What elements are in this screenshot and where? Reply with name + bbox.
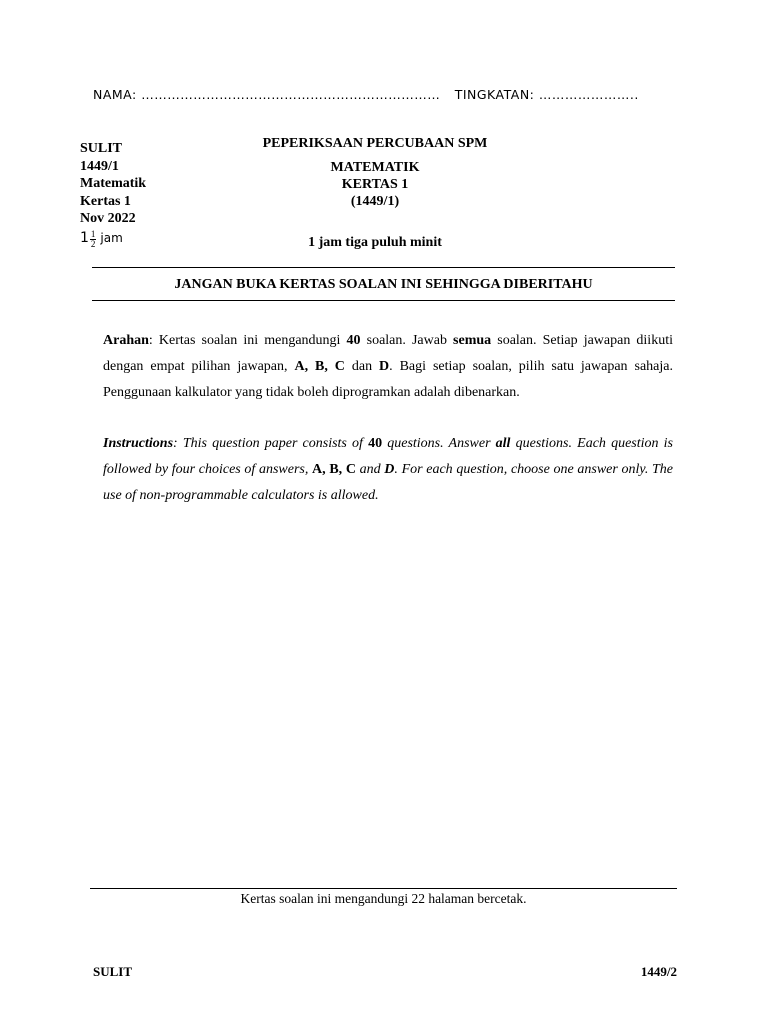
footer-status: SULIT	[93, 964, 133, 979]
time-fraction	[90, 230, 97, 249]
instructions-text: questions. Answer	[382, 436, 496, 451]
time-fraction-denominator: 2	[90, 238, 96, 249]
instructions-text: and	[355, 462, 385, 477]
arahan-text: . Bagi setiap soalan, pilih satu jawapan sahaja. Penggunaan kalkulator yang tidak boleh diprogramkan adalah dibenarkan.	[103, 359, 673, 400]
arahan-text: soalan. Jawab	[360, 333, 454, 348]
arahan-count: 40	[346, 333, 361, 348]
instructions-english	[103, 431, 673, 509]
time-unit: jam	[100, 231, 123, 246]
warning-notice: JANGAN BUKA KERTAS SOALAN INI SEHINGGA DIBERITAHU	[174, 277, 593, 292]
paper-label: Kertas 1	[80, 193, 131, 209]
paper-code-center: (1449/1)	[350, 194, 400, 209]
arahan-last-choice: D	[379, 359, 390, 374]
name-field: ……………………………………………………………	[141, 87, 441, 102]
instructions-choices: A, B, C	[312, 462, 356, 477]
paper-title: KERTAS 1	[341, 177, 409, 192]
page-count-note: Kertas soalan ini mengandungi 22 halaman bercetak.	[240, 891, 527, 906]
paper-code: 1449/1	[80, 158, 119, 174]
arahan-label: Arahan	[103, 333, 149, 348]
time-allowed	[80, 230, 146, 249]
arahan-text: : Kertas soalan ini mengandungi	[148, 333, 347, 348]
instructions-label: Instructions	[103, 436, 174, 451]
subject-label: Matematik	[80, 176, 147, 191]
instructions-last-choice: D	[384, 462, 395, 477]
paper-info-left	[80, 140, 146, 249]
arahan-all: semua	[453, 333, 492, 348]
instructions-count: 40	[368, 436, 383, 451]
name-label: NAMA:	[93, 87, 137, 102]
divider-bottom	[92, 300, 675, 301]
instructions-text: . For each question, choose one answer only. The use of non-programmable calculators is allowed.	[103, 462, 674, 503]
instructions-malay	[103, 328, 673, 406]
arahan-text: dan	[344, 359, 380, 374]
student-info-line	[93, 87, 639, 102]
time-fraction-numerator: 1	[90, 228, 96, 239]
instructions-all: all	[495, 436, 511, 451]
form-field: …………………..	[538, 87, 639, 102]
status-label: SULIT	[80, 141, 123, 156]
footer-code: 1449/2	[640, 964, 677, 979]
exam-date: Nov 2022	[80, 211, 136, 226]
exam-duration: 1 jam tiga puluh minit	[308, 235, 442, 250]
time-whole: 1	[80, 230, 89, 247]
arahan-text: soalan. Setiap jawapan diikuti dengan empat pilihan jawapan,	[103, 333, 673, 374]
instructions-text: questions. Each question is followed by four choices of answers,	[103, 436, 673, 477]
subject-title: MATEMATIK	[330, 160, 420, 175]
exam-title: PEPERIKSAAN PERCUBAAN SPM	[262, 136, 488, 151]
form-label: TINGKATAN:	[454, 87, 535, 102]
instructions-text: : This question paper consists of	[173, 436, 369, 451]
footer-divider	[90, 888, 677, 889]
divider-top	[92, 267, 675, 268]
arahan-choices: A, B, C	[294, 359, 345, 374]
